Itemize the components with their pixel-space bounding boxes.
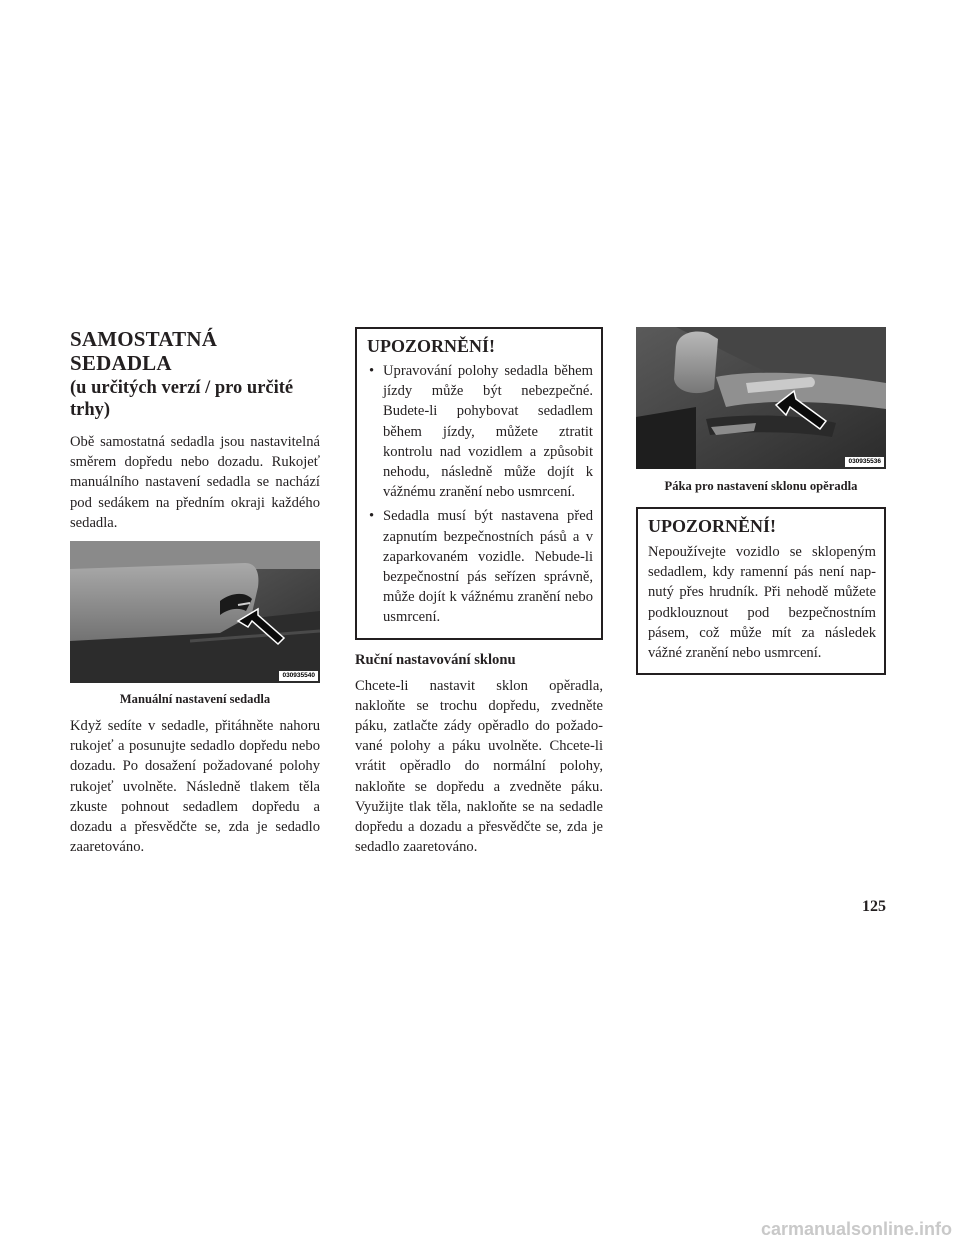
seat-adjust-illustration [70, 541, 320, 683]
figure-code: 030935540 [279, 671, 318, 681]
recline-lever-illustration [636, 327, 886, 469]
column-left [70, 327, 320, 857]
watermark: carmanualsonline.info [760, 1219, 952, 1239]
adjust-paragraph: Když sedíte v sedadle, přitáhněte nahoru rukojeť a posunujte sedadlo dopředu nebo dozadu. Po dosažení požadované polohy rukojeť uvolněte. Následně tlakem těla zkuste pohnout sedadlem dopředu a dozadu a přesvědčte se, zda je sedadlo zaaretováno. [70, 718, 320, 856]
warning-item: • Upravování polohy sedadla během jízdy může být nebezpečné. Budete-li pohybovat sedadlem během jízdy, můžete ztratit kontrolu nad vozidlem a způsobit nehodu, následně může dojít k vážnému zranění nebo usmrcení. [367, 361, 593, 502]
warning-box [355, 327, 603, 640]
page-number: 125 [862, 898, 886, 915]
section-subtitle: (u určitých verzí / pro určité trhy) [70, 378, 294, 420]
warning-box [636, 507, 886, 675]
column-right [636, 327, 886, 675]
recline-lever-photo [636, 327, 886, 469]
figure-caption: Manuální nastavení sedadla [119, 692, 271, 707]
warning-title: UPOZORNĚNÍ! [648, 516, 777, 536]
figure-caption: Páka pro nastavení sklonu opěradla [664, 479, 858, 493]
section-title: SAMOSTATNÁ SEDADLA [70, 327, 218, 375]
column-middle [355, 327, 603, 857]
warning-text: Nepoužívejte vozidlo se sklopeným sedadlem, kdy ramenní pás není napnutý přes hrudník. Při nehodě můžete podklouznout pod bezpečnostním pásem, což může mít za následek vážné zranění nebo usmrcení. [648, 544, 876, 662]
seat-adjust-photo [70, 541, 320, 683]
recline-paragraph: Chcete-li nastavit sklon opěradla, nakloňte se trochu dopředu, zvedněte páku, zatlačte zády opěradlo do požadované polohy a páku uvolněte. Chcete-li vrátit opěradlo do normální polohy, nakloňte se dopředu a zvedněte páku. Využijte tlak těla, nakloňte se na sedadle dopředu a dozadu a přesvědčte se, zda je sedadlo zaaretováno. [355, 677, 603, 856]
recline-heading: Ruční nastavování sklonu [355, 651, 516, 668]
warning-item: • Sedadla musí být nastavena před zapnutím bezpečnostních pásů a v zaparkovaném vozidle. Nebude-li bezpečnostní pás seřízen správně, může dojít k vážnému zranění nebo usmrcení. [367, 506, 593, 627]
warning-title: UPOZORNĚNÍ! [367, 336, 496, 356]
warning-list [367, 361, 593, 628]
figure-code: 030935536 [845, 457, 884, 467]
intro-paragraph: Obě samostatná sedadla jsou nastavitelná směrem dopředu nebo dozadu. Rukojeť manuálního nastavení sedadla se nachází pod sedákem na předním okraji každého sedadla. [70, 434, 320, 531]
